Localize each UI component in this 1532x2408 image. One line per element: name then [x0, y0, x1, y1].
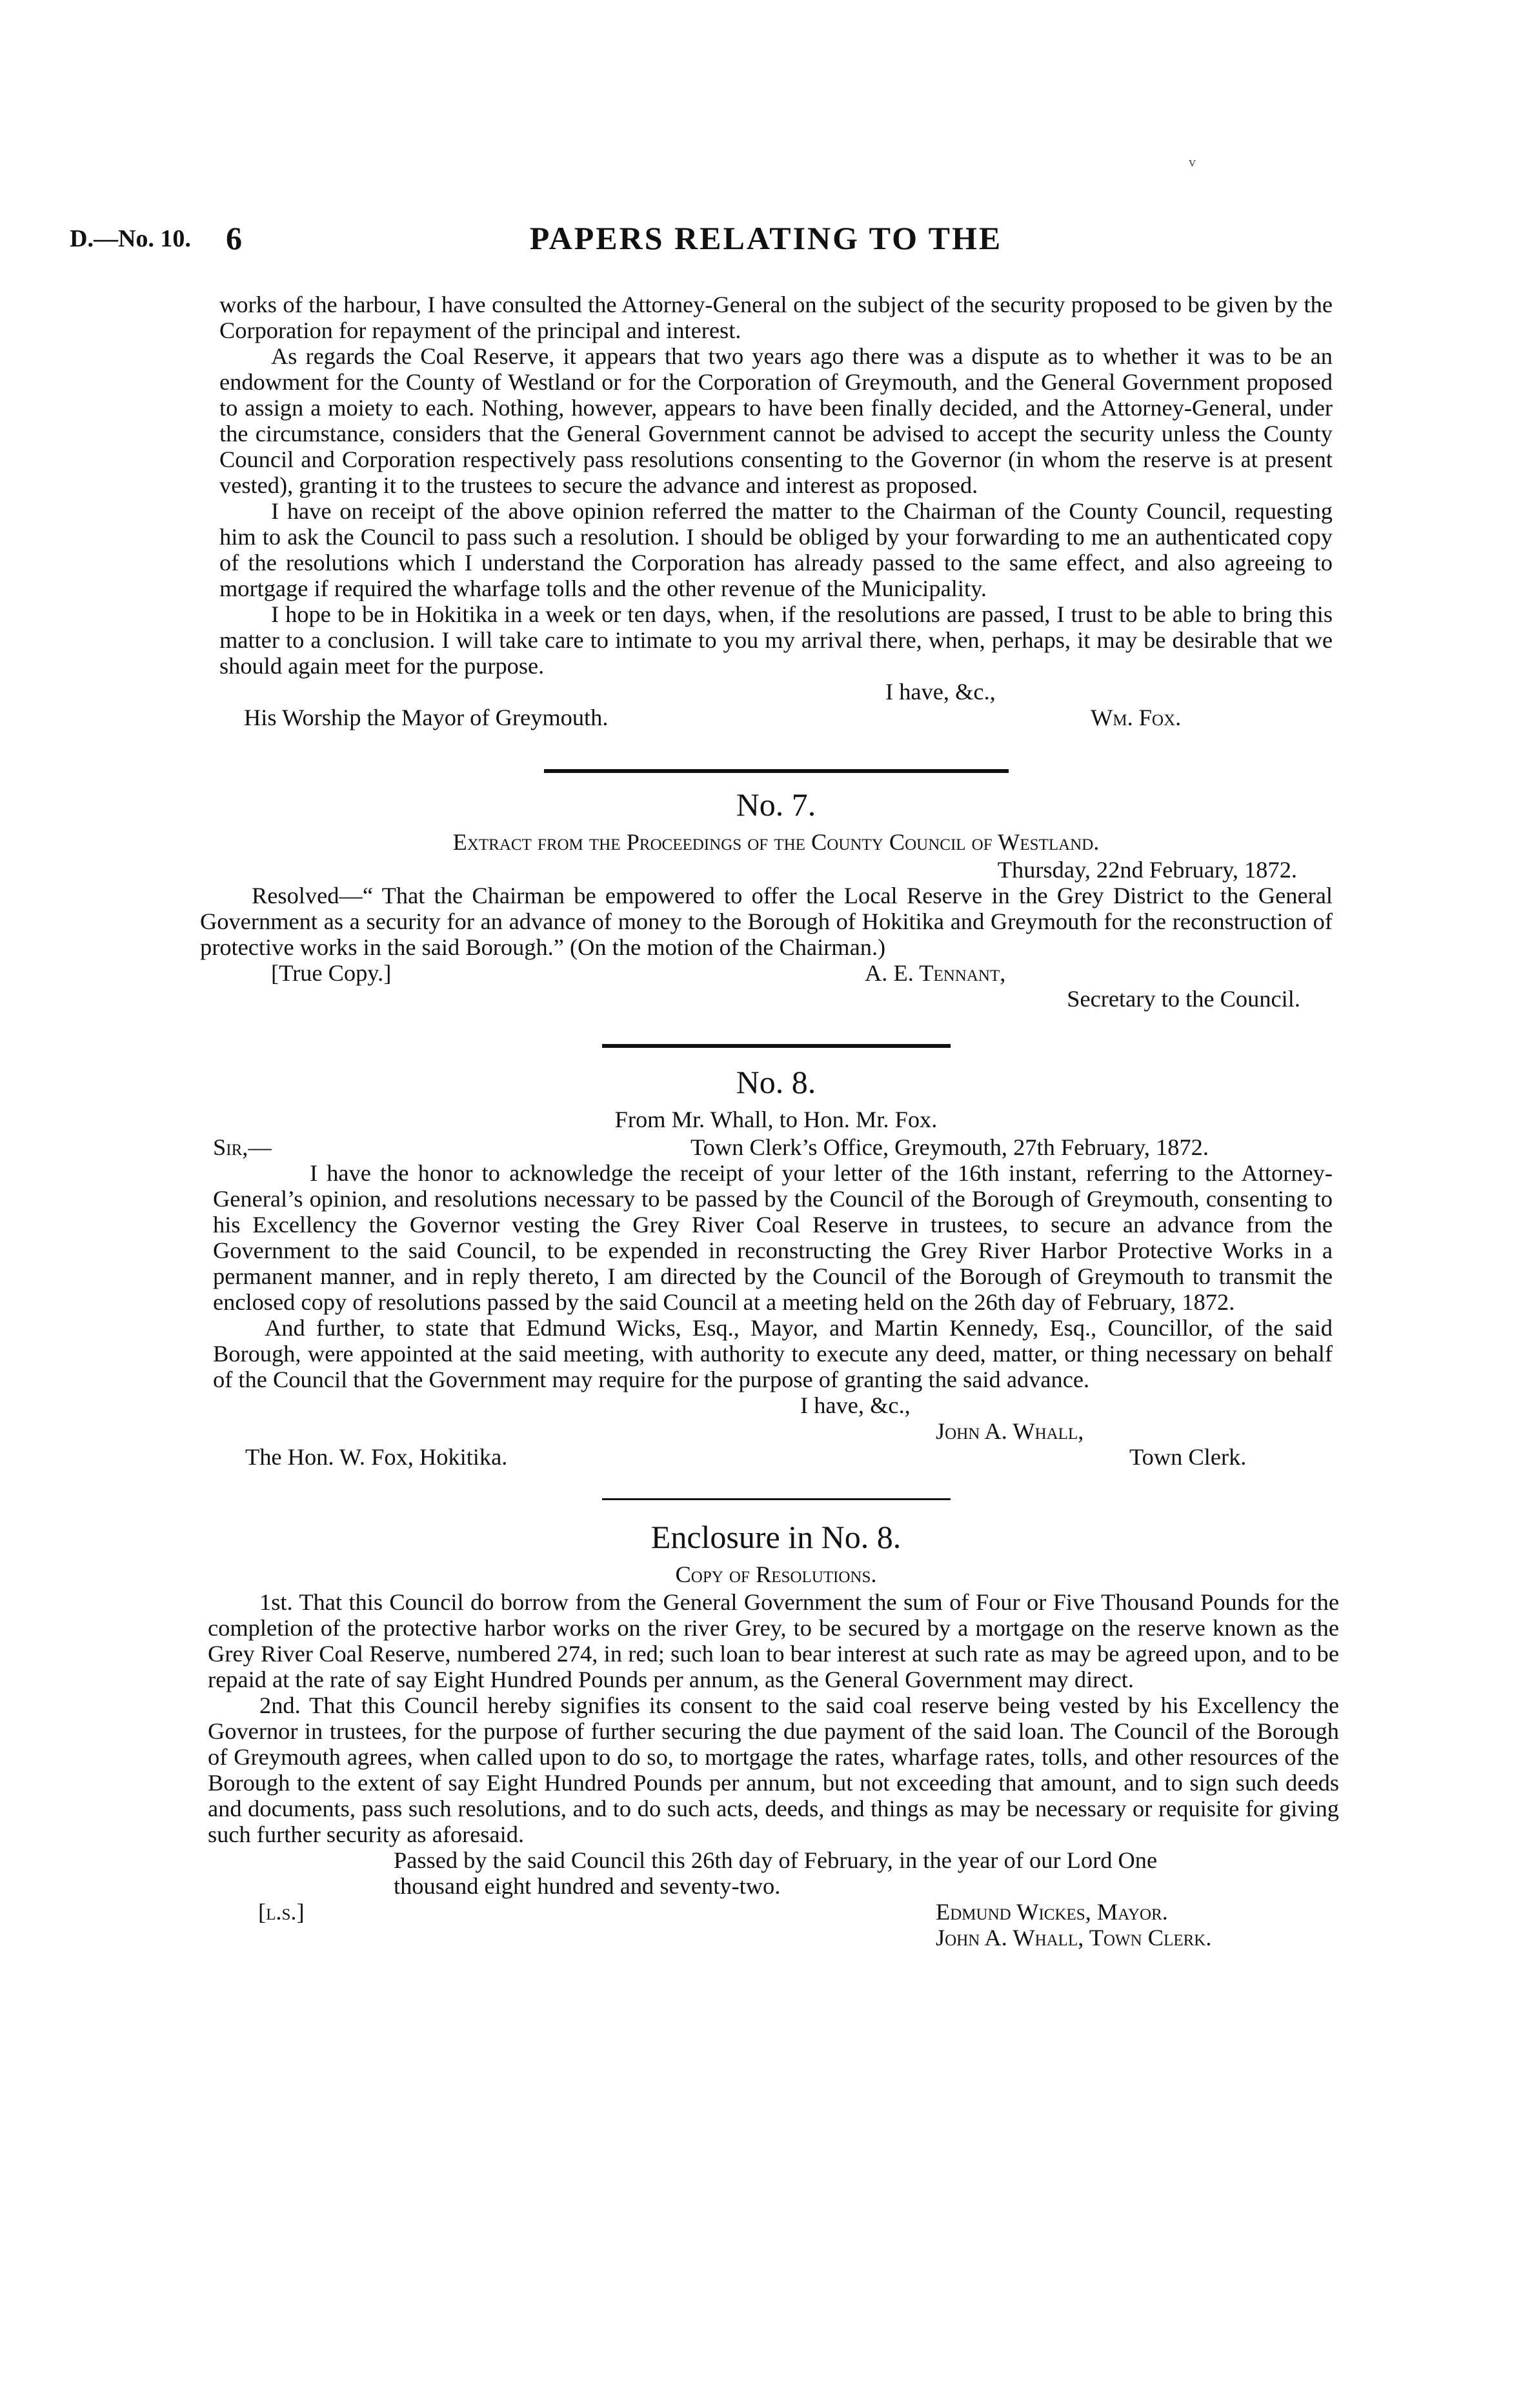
resolution-text: Resolved—“ That the Chairman be empowered to offer the Local Reserve in the Grey District to the General Government as a security for an advance of money to the Borough of Hokitika and Greymouth for the reconstruction of protective works in the said Borough.” (On the motion of the Chairman.): [200, 883, 1333, 960]
true-copy-note: [True Copy.]: [271, 960, 392, 986]
page-number: 6: [226, 220, 242, 256]
signer-name: John A. Whall,: [936, 1418, 1084, 1444]
section-divider: [602, 1044, 951, 1048]
letter-addressee: His Worship the Mayor of Greymouth.: [244, 705, 609, 730]
section-no-7: [200, 782, 1333, 1012]
section-divider: [544, 769, 1009, 773]
section-subheading: Copy of Resolutions.: [675, 1561, 877, 1587]
seal-mark: [l.s.]: [258, 1899, 305, 1925]
place-date: Town Clerk’s Office, Greymouth, 27th February, 1872.: [690, 1134, 1209, 1160]
resolution-paragraph: 1st. That this Council do borrow from the General Government the sum of Four or Five Thousand Pounds for the completion of the protective harbor works on the river Grey, to be secured by a mortgage on the reserve known as the Grey River Coal Reserve, numbered 274, in red; such loan to bear interest at such rate as may be agreed upon, and to be repaid at the rate of say Eight Hundred Pounds per annum, as the General Government may direct.: [208, 1589, 1339, 1692]
section-heading: No. 8.: [736, 1064, 816, 1100]
letter-paragraph: works of the harbour, I have consulted the Attorney-General on the subject of the security proposed to be given by the Corporation for repayment of the principal and interest.: [219, 292, 1333, 343]
enclosure-section: [208, 1514, 1339, 1951]
letter-addressee: The Hon. W. Fox, Hokitika.: [245, 1444, 508, 1470]
letter-closing: I have, &c.,: [800, 1392, 911, 1418]
resolution-paragraph: 2nd. That this Council hereby signifies its consent to the said coal reserve being vested by his Excellency the Governor in trustees, for the purpose of further securing the due payment of the said loan. The Council of the Borough of Greymouth agrees, when called upon to do so, to mortgage the rates, wharfage rates, tolls, and other resources of the Borough to the extent of say Eight Hundred Pounds per annum, but not exceeding that amount, and to sign such deeds and documents, pass such resolutions, and to do such acts, deeds, and things as may be necessary or requisite for giving such further security as aforesaid.: [208, 1692, 1339, 1847]
paper-reference: D.—No. 10.: [70, 225, 191, 252]
passed-note: Passed by the said Council this 26th day of February, in the year of our Lord One thousand eight hundred and seventy-two.: [394, 1847, 1158, 1899]
margin-mark: v: [1189, 154, 1196, 170]
signer-town-clerk: John A. Whall, Town Clerk.: [936, 1925, 1212, 1951]
page-header: [0, 219, 1532, 265]
resolution-date: Thursday, 22nd February, 1872.: [997, 857, 1297, 883]
signer-title: Secretary to the Council.: [1067, 986, 1300, 1012]
section-heading: Enclosure in No. 8.: [650, 1519, 902, 1555]
letter-paragraph: I have the honor to acknowledge the receipt of your letter of the 16th instant, referring to the Attorney-General’s opinion, and resolutions necessary to be passed by the Council of the Borough of Greymouth, consenting to his Excellency the Governor vesting the Grey River Coal Reserve in trustees, to secure an advance from the Government to the said Council, to be expended in reconstructing the Grey River Harbor Protective Works in a permanent manner, and in reply thereto, I am directed by the Council of the Borough of Greymouth to transmit the enclosed copy of resolutions passed by the said Council at a meeting held on the 26th day of February, 1872.: [213, 1160, 1333, 1315]
letter-closing: I have, &c.,: [885, 679, 996, 705]
letter-paragraph: As regards the Coal Reserve, it appears that two years ago there was a dispute as to whether it was to be an endowment for the County of Westland or for the Corporation of Greymouth, and the General Government proposed to assign a moiety to each. Nothing, however, appears to have been finally decided, and the Attorney-General, under the circumstance, considers that the General Government cannot be advised to accept the security unless the County Council and Corporation respectively pass resolutions consenting to the Governor (in whom the reserve is at present vested), granting it to the trustees to secure the advance and interest as proposed.: [219, 343, 1333, 498]
section-divider: [602, 1498, 951, 1500]
letter-paragraph: I hope to be in Hokitika in a week or ten days, when, if the resolutions are passed, I trust to be able to bring this matter to a conclusion. I will take care to intimate to you my arrival there, when, perhaps, it may be desirable that we should again meet for the purpose.: [219, 601, 1333, 679]
signer-mayor: Edmund Wickes, Mayor.: [936, 1899, 1168, 1925]
document-body: [200, 292, 1339, 1951]
salutation: Sir,—: [213, 1134, 272, 1160]
section-heading: No. 7.: [736, 787, 816, 823]
section-subheading: From Mr. Whall, to Hon. Mr. Fox.: [614, 1107, 938, 1132]
letter-paragraph: I have on receipt of the above opinion referred the matter to the Chairman of the County Council, requesting him to ask the Council to pass such a resolution. I should be obliged by your forwarding to me an authenticated copy of the resolutions which I understand the Corporation has already passed to the same effect, and also agreeing to mortgage if required the wharfage tolls and the other revenue of the Municipality.: [219, 498, 1333, 601]
signer-name: A. E. Tennant,: [865, 960, 1006, 986]
section-subheading: Extract from the Proceedings of the County Council of Westland.: [452, 829, 1100, 855]
signer-title: Town Clerk.: [1129, 1444, 1247, 1470]
letter-paragraph: And further, to state that Edmund Wicks, Esq., Mayor, and Martin Kennedy, Esq., Councillor, of the said Borough, were appointed at the said meeting, with authority to execute any deed, matter, or thing necessary on behalf of the Council that the Government may require for the purpose of granting the said advance.: [213, 1315, 1333, 1392]
letter-continuation: [219, 292, 1333, 730]
running-title: PAPERS RELATING TO THE: [529, 220, 1003, 256]
section-no-8: [213, 1059, 1333, 1470]
letter-signature: Wm. Fox.: [1091, 705, 1182, 730]
